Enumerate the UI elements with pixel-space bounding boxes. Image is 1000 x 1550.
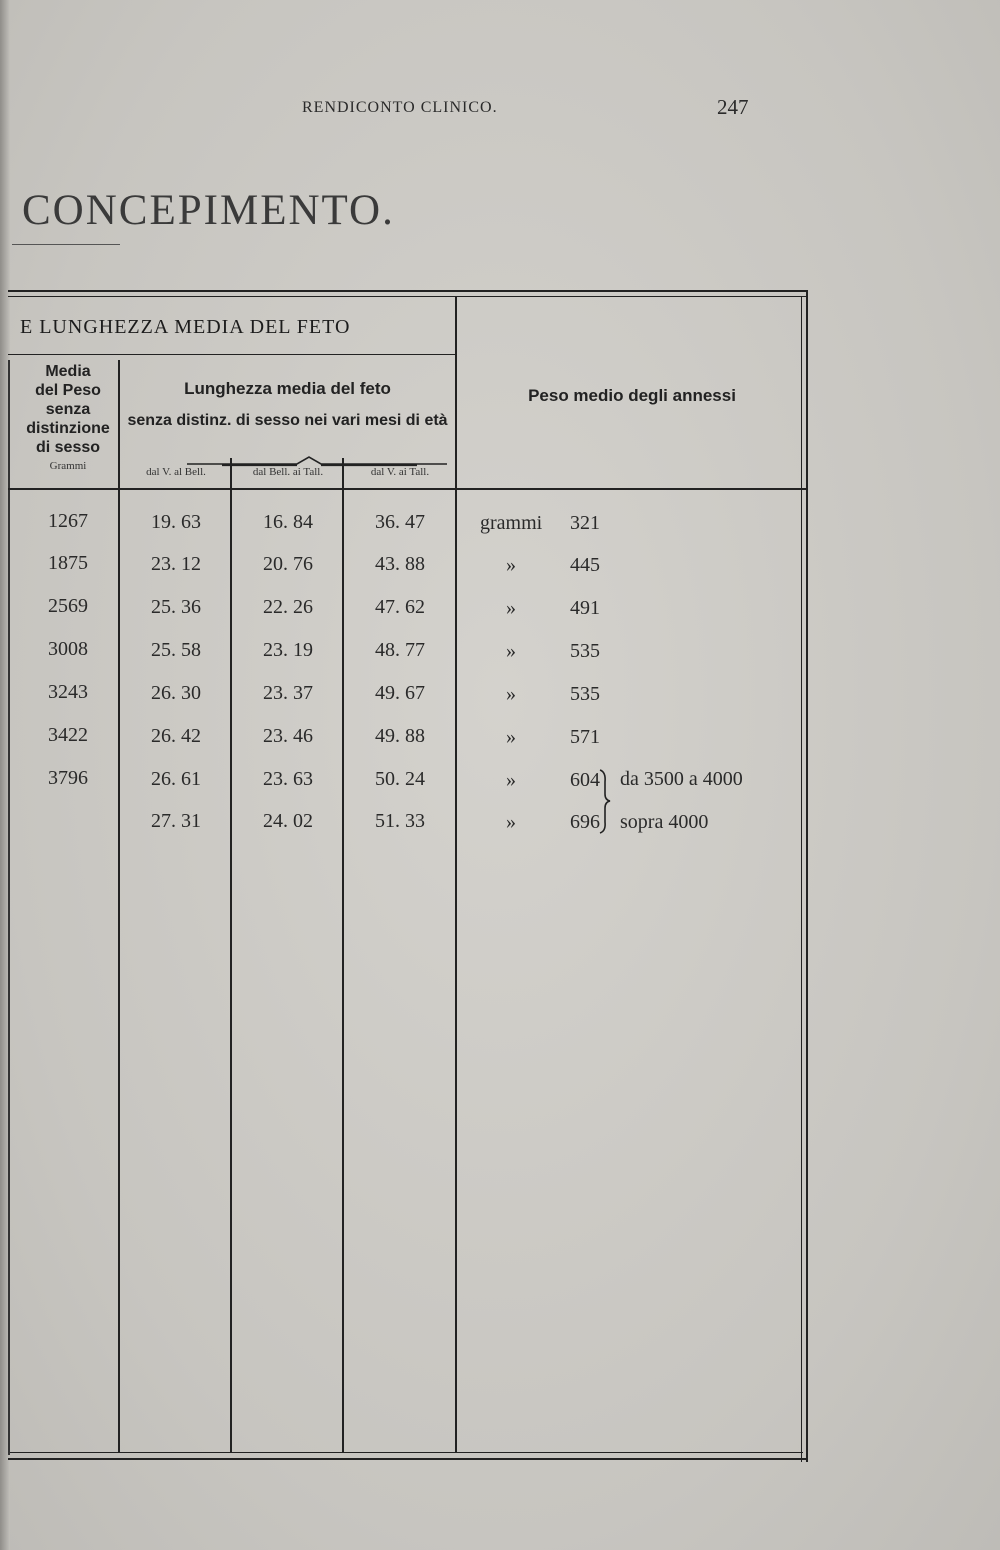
header-dal-bell-ai-tall: dal Bell. ai Tall. bbox=[252, 466, 324, 478]
cell-l3: 48. 77 bbox=[375, 639, 425, 661]
cell-annessi: 535 bbox=[570, 683, 600, 705]
cell-l3: 43. 88 bbox=[375, 553, 425, 575]
cell-unit: » bbox=[506, 726, 516, 748]
cell-annessi: 696 bbox=[570, 811, 600, 833]
header-lunghezza-sub: senza distinz. di sesso nei vari mesi di età bbox=[127, 412, 448, 429]
cell-unit: » bbox=[506, 597, 516, 619]
cell-annessi: 571 bbox=[570, 726, 600, 748]
cell-unit: grammi bbox=[480, 512, 543, 534]
header-bottom-rule bbox=[8, 488, 806, 490]
header-media-peso bbox=[18, 362, 118, 457]
cell-annessi: 491 bbox=[570, 597, 600, 619]
table-bottom-rule bbox=[8, 1458, 808, 1460]
cell-annessi: 321 bbox=[570, 512, 600, 534]
header-peso-annessi: Peso medio degli annessi bbox=[528, 386, 736, 405]
header-grammi-unit: Grammi bbox=[49, 460, 87, 472]
header-dal-v-ai-tall: dal V. ai Tall. bbox=[370, 466, 430, 478]
cell-unit: » bbox=[506, 683, 516, 705]
header-dal-v-al-bell: dal V. al Bell. bbox=[146, 466, 206, 478]
cell-l1: 19. 63 bbox=[151, 511, 201, 533]
table-right-border bbox=[806, 290, 808, 1462]
table-bottom-rule-inner bbox=[8, 1452, 803, 1453]
cell-peso: 1267 bbox=[48, 510, 88, 532]
cell-annessi: 535 bbox=[570, 640, 600, 662]
cell-peso: 3243 bbox=[48, 681, 88, 703]
cell-l1: 26. 61 bbox=[151, 768, 201, 790]
cell-l3: 49. 88 bbox=[375, 725, 425, 747]
cell-peso: 3008 bbox=[48, 638, 88, 660]
cell-l2: 23. 46 bbox=[263, 725, 313, 747]
header-media-line: di sesso bbox=[35, 439, 101, 456]
header-media-line: del Peso bbox=[35, 382, 101, 399]
cell-l3: 36. 47 bbox=[375, 511, 425, 533]
cell-note: da 3500 a 4000 bbox=[620, 768, 743, 790]
title-underline bbox=[12, 244, 120, 245]
cell-annessi: 604 bbox=[570, 769, 600, 791]
cell-l3: 49. 67 bbox=[375, 682, 425, 704]
table-top-rule bbox=[8, 290, 808, 292]
cell-l2: 23. 37 bbox=[263, 682, 313, 704]
cell-l3: 50. 24 bbox=[375, 768, 425, 790]
cell-note: sopra 4000 bbox=[620, 811, 709, 833]
header-media-line: distinzione bbox=[26, 420, 110, 437]
cell-peso: 2569 bbox=[48, 595, 88, 617]
cell-annessi: 445 bbox=[570, 554, 600, 576]
brace-icon bbox=[596, 768, 616, 834]
cell-unit: » bbox=[506, 811, 516, 833]
cell-l2: 20. 76 bbox=[263, 553, 313, 575]
cell-l3: 51. 33 bbox=[375, 810, 425, 832]
cell-l2: 22. 26 bbox=[263, 596, 313, 618]
cell-l3: 47. 62 bbox=[375, 596, 425, 618]
page-number: 247 bbox=[717, 95, 749, 119]
table-right-border-inner bbox=[801, 297, 802, 1462]
cell-l1: 23. 12 bbox=[151, 553, 201, 575]
cell-l1: 27. 31 bbox=[151, 810, 201, 832]
cell-peso: 1875 bbox=[48, 552, 88, 574]
cell-peso: 3796 bbox=[48, 767, 88, 789]
running-head: RENDICONTO CLINICO. bbox=[302, 99, 498, 116]
cell-l2: 24. 02 bbox=[263, 810, 313, 832]
cell-unit: » bbox=[506, 554, 516, 576]
cell-l2: 16. 84 bbox=[263, 511, 313, 533]
cell-l2: 23. 63 bbox=[263, 768, 313, 790]
cell-unit: » bbox=[506, 640, 516, 662]
cell-l1: 25. 58 bbox=[151, 639, 201, 661]
cell-l2: 23. 19 bbox=[263, 639, 313, 661]
header-media-line: senza bbox=[45, 401, 91, 418]
header-media-line: Media bbox=[45, 363, 91, 380]
cell-peso: 3422 bbox=[48, 724, 88, 746]
table-top-rule-inner bbox=[8, 296, 808, 297]
section-title: CONCEPIMENTO. bbox=[22, 187, 395, 234]
table-title: E LUNGHEZZA MEDIA DEL FETO bbox=[20, 316, 351, 338]
header-lunghezza: Lunghezza media del feto bbox=[184, 379, 391, 398]
cell-l1: 26. 42 bbox=[151, 725, 201, 747]
title-divider bbox=[8, 354, 455, 355]
table-left-border bbox=[8, 360, 10, 1455]
cell-l1: 25. 36 bbox=[151, 596, 201, 618]
cell-l1: 26. 30 bbox=[151, 682, 201, 704]
cell-unit: » bbox=[506, 769, 516, 791]
